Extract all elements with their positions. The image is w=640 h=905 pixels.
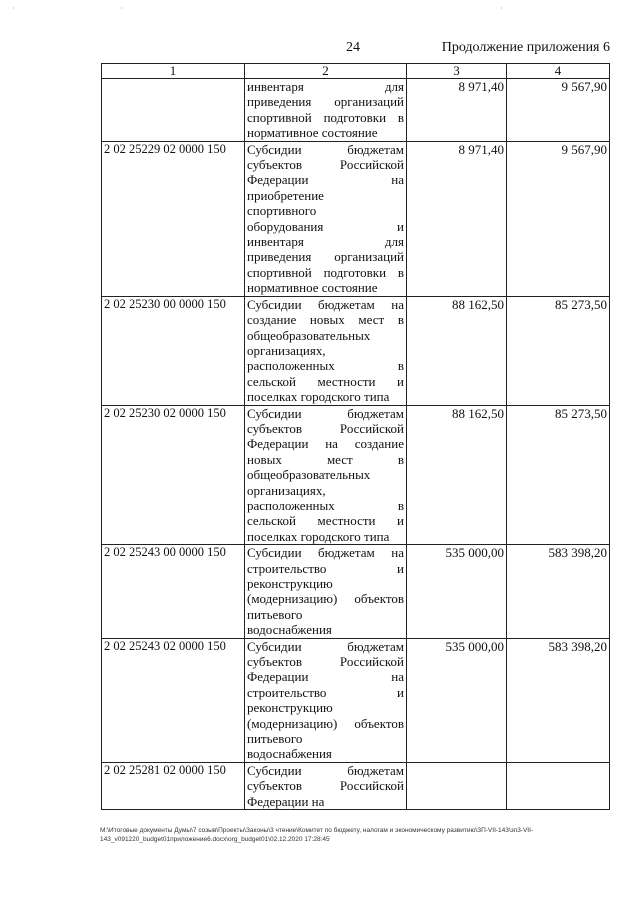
revenue-name-cell [245,638,407,762]
revenue-name-line: общеобразовательных [247,467,371,483]
revenue-name-line: Федерации на создание [247,436,404,452]
amount-col3-cell: 535 000,00 [407,638,507,762]
amount-col4-cell [507,762,610,809]
revenue-name-line: новых мест в [247,451,404,467]
revenue-name-cell [245,545,407,638]
revenue-name-line: приобретение [247,187,324,203]
table-row [102,405,610,545]
revenue-name-line: оборудования и [247,218,404,234]
revenue-name-line: приведения организаций [247,94,404,110]
column-header: 3 [407,64,507,79]
revenue-name-line: поселках городского типа [247,528,390,544]
table-row [102,638,610,762]
scan-speck: · [12,4,15,13]
revenue-name-line: Субсидии бюджетам на [247,296,404,312]
budget-code-cell: 2 02 25229 02 0000 150 [102,141,245,296]
amount-col3-cell: 88 162,50 [407,405,507,545]
revenue-name-line: питьевого [247,606,303,622]
revenue-name-line: субъектов Российской [247,654,404,670]
revenue-name-line: водоснабжения [247,746,332,762]
revenue-name-line: водоснабжения [247,622,332,638]
amount-col4-cell: 85 273,50 [507,296,610,405]
table-row [102,296,610,405]
amount-col4-cell: 85 273,50 [507,405,610,545]
table-row [102,762,610,809]
revenue-name-line: организациях, [247,342,326,358]
revenue-name-line: (модернизацию) объектов [247,591,404,607]
revenue-name-cell [245,405,407,545]
revenue-name-line: инвентаря для [247,79,404,94]
revenue-name-line: Федерации на [247,172,404,188]
revenue-name-line: поселках городского типа [247,389,390,405]
revenue-name-line: строительство и [247,684,404,700]
revenue-name-line: Субсидии бюджетам [247,141,404,157]
amount-col4-cell: 9 567,90 [507,79,610,142]
revenue-name-line: нормативное состояние [247,125,378,141]
revenue-name-line: расположенных в [247,497,404,513]
revenue-name-line: питьевого [247,731,303,747]
budget-code-cell [102,79,245,142]
revenue-name-cell [245,296,407,405]
revenue-name-line: расположенных в [247,358,404,374]
revenue-name-cell [245,141,407,296]
revenue-name-line: строительство и [247,560,404,576]
table-row [102,141,610,296]
continuation-label: Продолжение приложения 6 [441,40,610,55]
amount-col3-cell: 535 000,00 [407,545,507,638]
table-header-row [102,64,610,79]
revenue-name-line: реконструкцию [247,576,333,591]
amount-col4-cell: 583 398,20 [507,638,610,762]
revenue-name-line: субъектов Российской [247,778,404,794]
revenue-name-cell [245,762,407,809]
revenue-name-line: Федерации на [247,669,404,685]
scan-speck: · [500,4,503,13]
revenue-name-line: сельской местности и [247,373,404,389]
revenue-name-line: Субсидии бюджетам [247,638,404,654]
amount-col3-cell [407,762,507,809]
budget-code-cell: 2 02 25230 00 0000 150 [102,296,245,405]
budget-code-cell: 2 02 25243 02 0000 150 [102,638,245,762]
revenue-name-line: общеобразовательных [247,327,371,343]
budget-code-cell: 2 02 25281 02 0000 150 [102,762,245,809]
revenue-name-line: субъектов Российской [247,157,404,173]
file-path-footer: M:\Итоговые документы Думы\7 созыв\Проекты\Законы\3 чтение\Комитет по бюджету, налогам и экономическому развитию\ЗП-VII-143\зп3-VII-143_v091220_budget01приложение6.docx\org_budget01\02.12.2020 17:28:45 [100,827,534,843]
revenue-name-cell [245,79,407,142]
revenue-name-line: нормативное состояние [247,280,378,296]
revenue-name-line: реконструкцию [247,700,333,716]
table-row [102,545,610,638]
amount-col4-cell: 9 567,90 [507,141,610,296]
scan-speck: · [120,4,123,13]
amount-col3-cell: 8 971,40 [407,141,507,296]
revenue-name-line: (модернизацию) объектов [247,715,404,731]
revenue-name-line: Субсидии бюджетам [247,762,404,778]
revenue-name-line: приведения организаций [247,249,404,265]
amount-col4-cell: 583 398,20 [507,545,610,638]
budget-code-cell: 2 02 25243 00 0000 150 [102,545,245,638]
revenue-name-line: организациях, [247,482,326,498]
amount-col3-cell: 88 162,50 [407,296,507,405]
column-header: 1 [102,64,245,79]
revenue-name-line: субъектов Российской [247,420,404,436]
revenue-name-line: Федерации на [247,793,325,809]
revenue-name-line: инвентаря для [247,234,404,250]
column-header: 2 [245,64,407,79]
page-number: 24 [346,40,360,55]
revenue-name-line: спортивной подготовки в [247,109,404,125]
table-row [102,79,610,142]
amount-col3-cell: 8 971,40 [407,79,507,142]
column-header: 4 [507,64,610,79]
revenue-name-line: создание новых мест в [247,312,404,328]
revenue-name-line: сельской местности и [247,513,404,529]
revenue-name-line: Субсидии бюджетам на [247,545,404,561]
revenue-name-line: спортивной подготовки в [247,264,404,280]
budget-table [101,63,610,810]
budget-code-cell: 2 02 25230 02 0000 150 [102,405,245,545]
revenue-name-line: спортивного [247,203,317,219]
revenue-name-line: Субсидии бюджетам [247,405,404,421]
